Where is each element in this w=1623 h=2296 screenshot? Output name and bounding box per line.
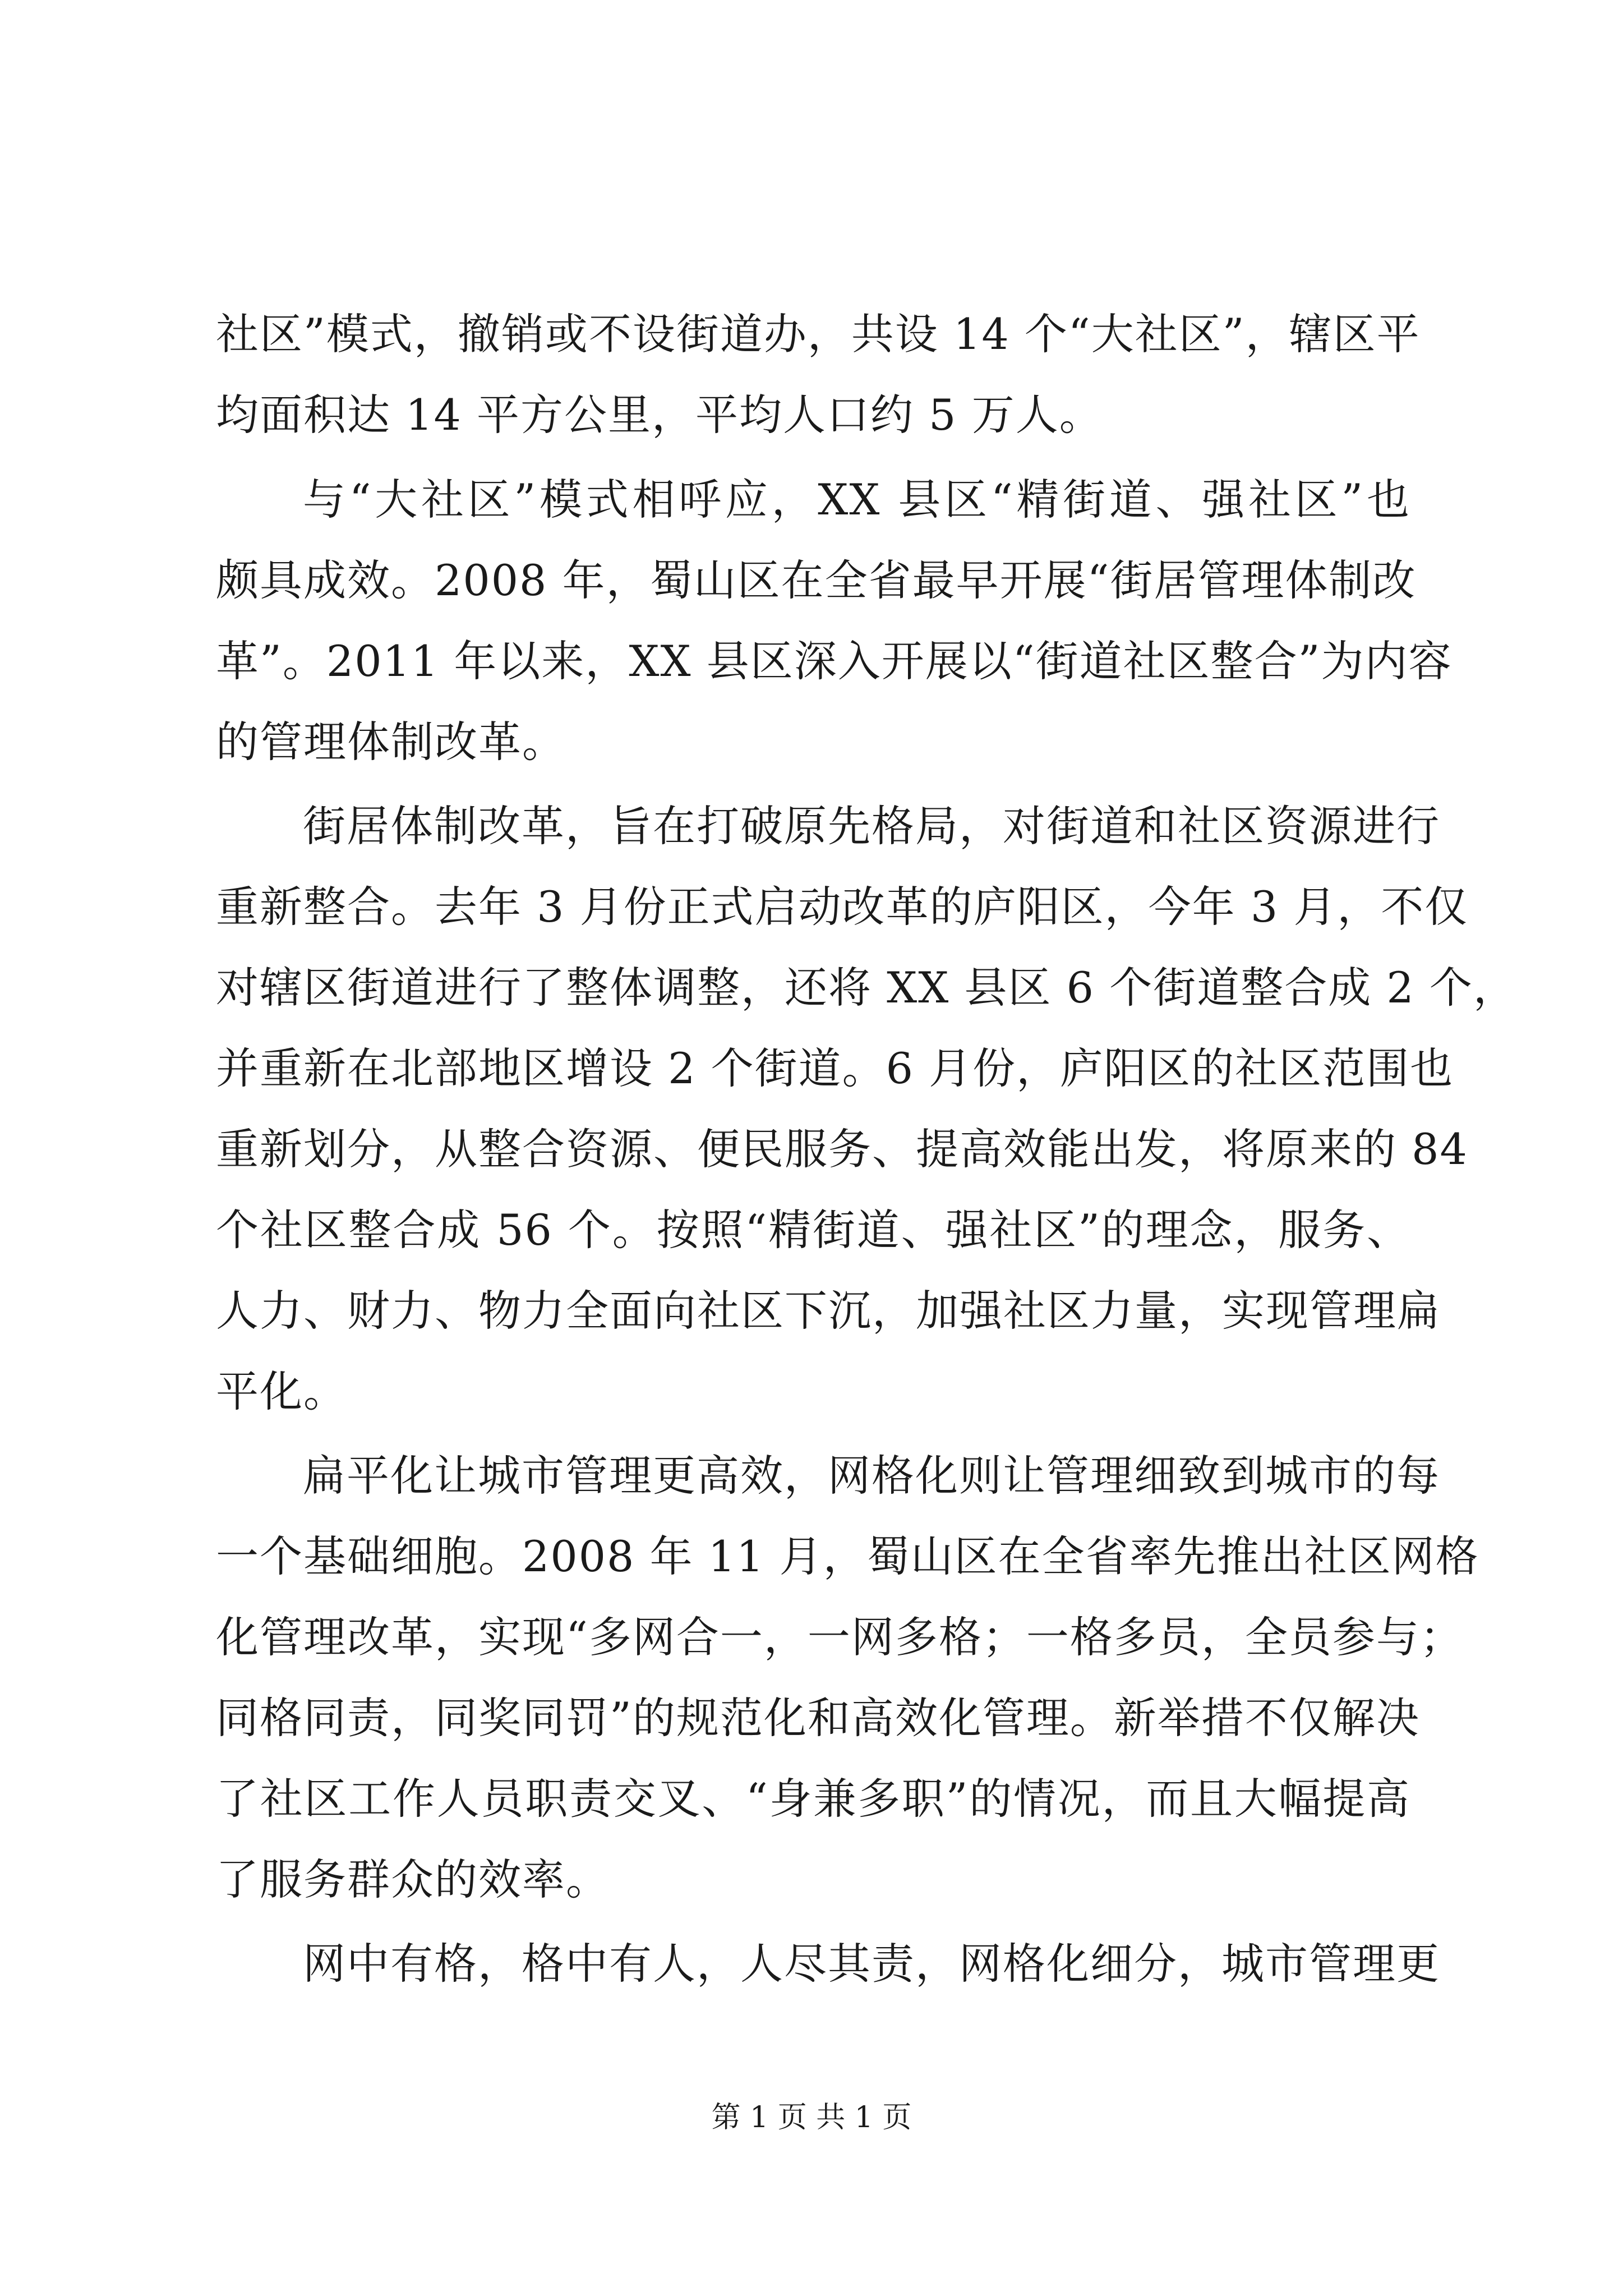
text-line: 对辖区街道进行了整体调整，还将 XX 县区 6 个街道整合成 2 个， <box>216 963 1517 1013</box>
text-line: 社区”模式，撤销或不设街道办，共设 14 个“大社区”，辖区平 <box>216 309 1421 359</box>
text-line: 颇具成效。2008 年，蜀山区在全省最早开展“街居管理体制改 <box>216 555 1417 605</box>
paragraph-first-line: 与“大社区”模式相呼应，XX 县区“精街道、强社区”也 <box>303 475 1410 524</box>
text-line: 人力、财力、物力全面向社区下沉，加强社区力量，实现管理扁 <box>216 1286 1441 1336</box>
paragraph-first-line: 扁平化让城市管理更高效，网格化则让管理细致到城市的每 <box>303 1451 1440 1501</box>
text-line: 了服务群众的效率。 <box>216 1855 610 1904</box>
text-line: 平化。 <box>216 1366 347 1416</box>
text-line: 均面积达 14 平方公里，平均人口约 5 万人。 <box>216 390 1103 440</box>
paragraph-first-line: 街居体制改革，旨在打破原先格局，对街道和社区资源进行 <box>303 801 1440 851</box>
text-line: 化管理改革，实现“多网合一，一网多格；一格多员，全员参与； <box>216 1612 1464 1662</box>
text-line: 重新整合。去年 3 月份正式启动改革的庐阳区，今年 3 月，不仅 <box>216 882 1469 932</box>
text-line: 的管理体制改革。 <box>216 717 566 767</box>
text-line: 个社区整合成 56 个。按照“精街道、强社区”的理念，服务、 <box>216 1205 1410 1255</box>
page-number-footer: 第 1 页 共 1 页 <box>711 2101 912 2134</box>
paragraph-first-line: 网中有格，格中有人，人尽其责，网格化细分，城市管理更 <box>303 1939 1440 1989</box>
text-line: 同格同责，同奖同罚”的规范化和高效化管理。新举措不仅解决 <box>216 1693 1420 1743</box>
text-line: 重新划分，从整合资源、便民服务、提高效能出发，将原来的 84 <box>216 1124 1468 1174</box>
text-line: 一个基础细胞。2008 年 11 月，蜀山区在全省率先推出社区网格 <box>216 1531 1479 1581</box>
text-line: 了社区工作人员职责交叉、“身兼多职”的情况，而且大幅提高 <box>216 1774 1410 1824</box>
text-line: 革”。2011 年以来，XX 县区深入开展以“街道社区整合”为内容 <box>216 636 1453 686</box>
text-line: 并重新在北部地区增设 2 个街道。6 月份，庐阳区的社区范围也 <box>216 1043 1454 1093</box>
